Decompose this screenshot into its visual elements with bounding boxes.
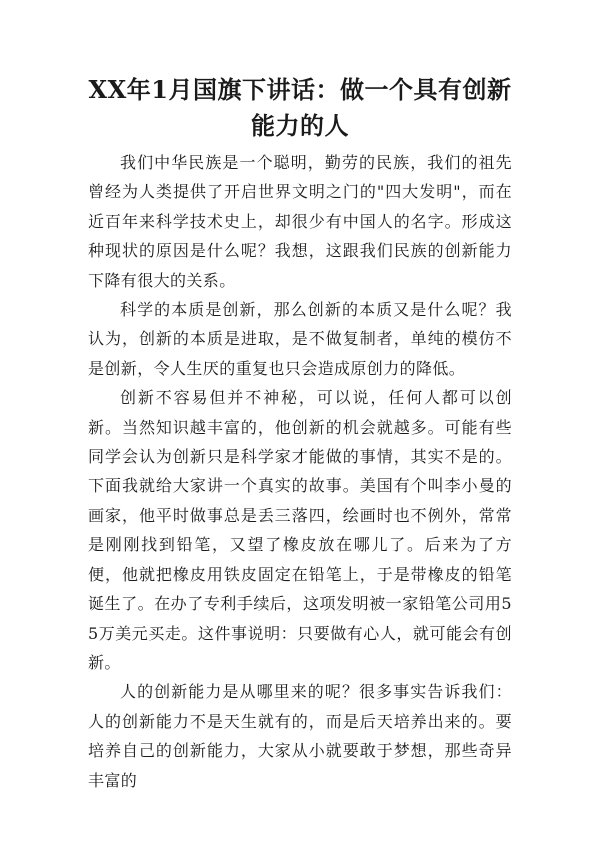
paragraph: 我们中华民族是一个聪明，勤劳的民族，我们的祖先曾经为人类提供了开启世界文明之门的"四大发明"，而在近百年来科学技术史上，却很少有中国人的名字。形成这种现状的原因是什么呢？我想，这跟我们民族的创新能力下降有很大的关系。 [88, 153, 512, 290]
paragraph: 科学的本质是创新，那么创新的本质又是什么呢？我认为，创新的本质是进取，是不做复制者，单纯的模仿不是创新，令人生厌的重复也只会造成原创力的降低。 [88, 300, 512, 378]
paragraph: 创新不容易但并不神秘，可以说，任何人都可以创新。当然知识越丰富的，他创新的机会就越多。可能有些同学会认为创新只是科学家才能做的事情，其实不是的。下面我就给大家讲一个真实的故事。美国有个叫李小曼的画家，他平时做事总是丢三落四，绘画时也不例外，常常是刚刚找到铅笔，又望了橡皮放在哪儿了。后来为了方便，他就把橡皮用铁皮固定在铅笔上，于是带橡皮的铅笔诞生了。在办了专利手续后，这项发明被一家铅笔公司用55万美元买走。这件事说明：只要做有心人，就可能会有创新。 [88, 388, 512, 672]
document-body [88, 148, 512, 795]
document-title: XX年1月国旗下讲话：做一个具有创新能力的人 [88, 75, 512, 140]
paragraph: 人的创新能力是从哪里来的呢？很多事实告诉我们：人的创新能力不是天生就有的，而是后天培养出来的。要培养自己的创新能力，大家从小就要敢于梦想，那些奇异丰富的 [88, 682, 512, 790]
